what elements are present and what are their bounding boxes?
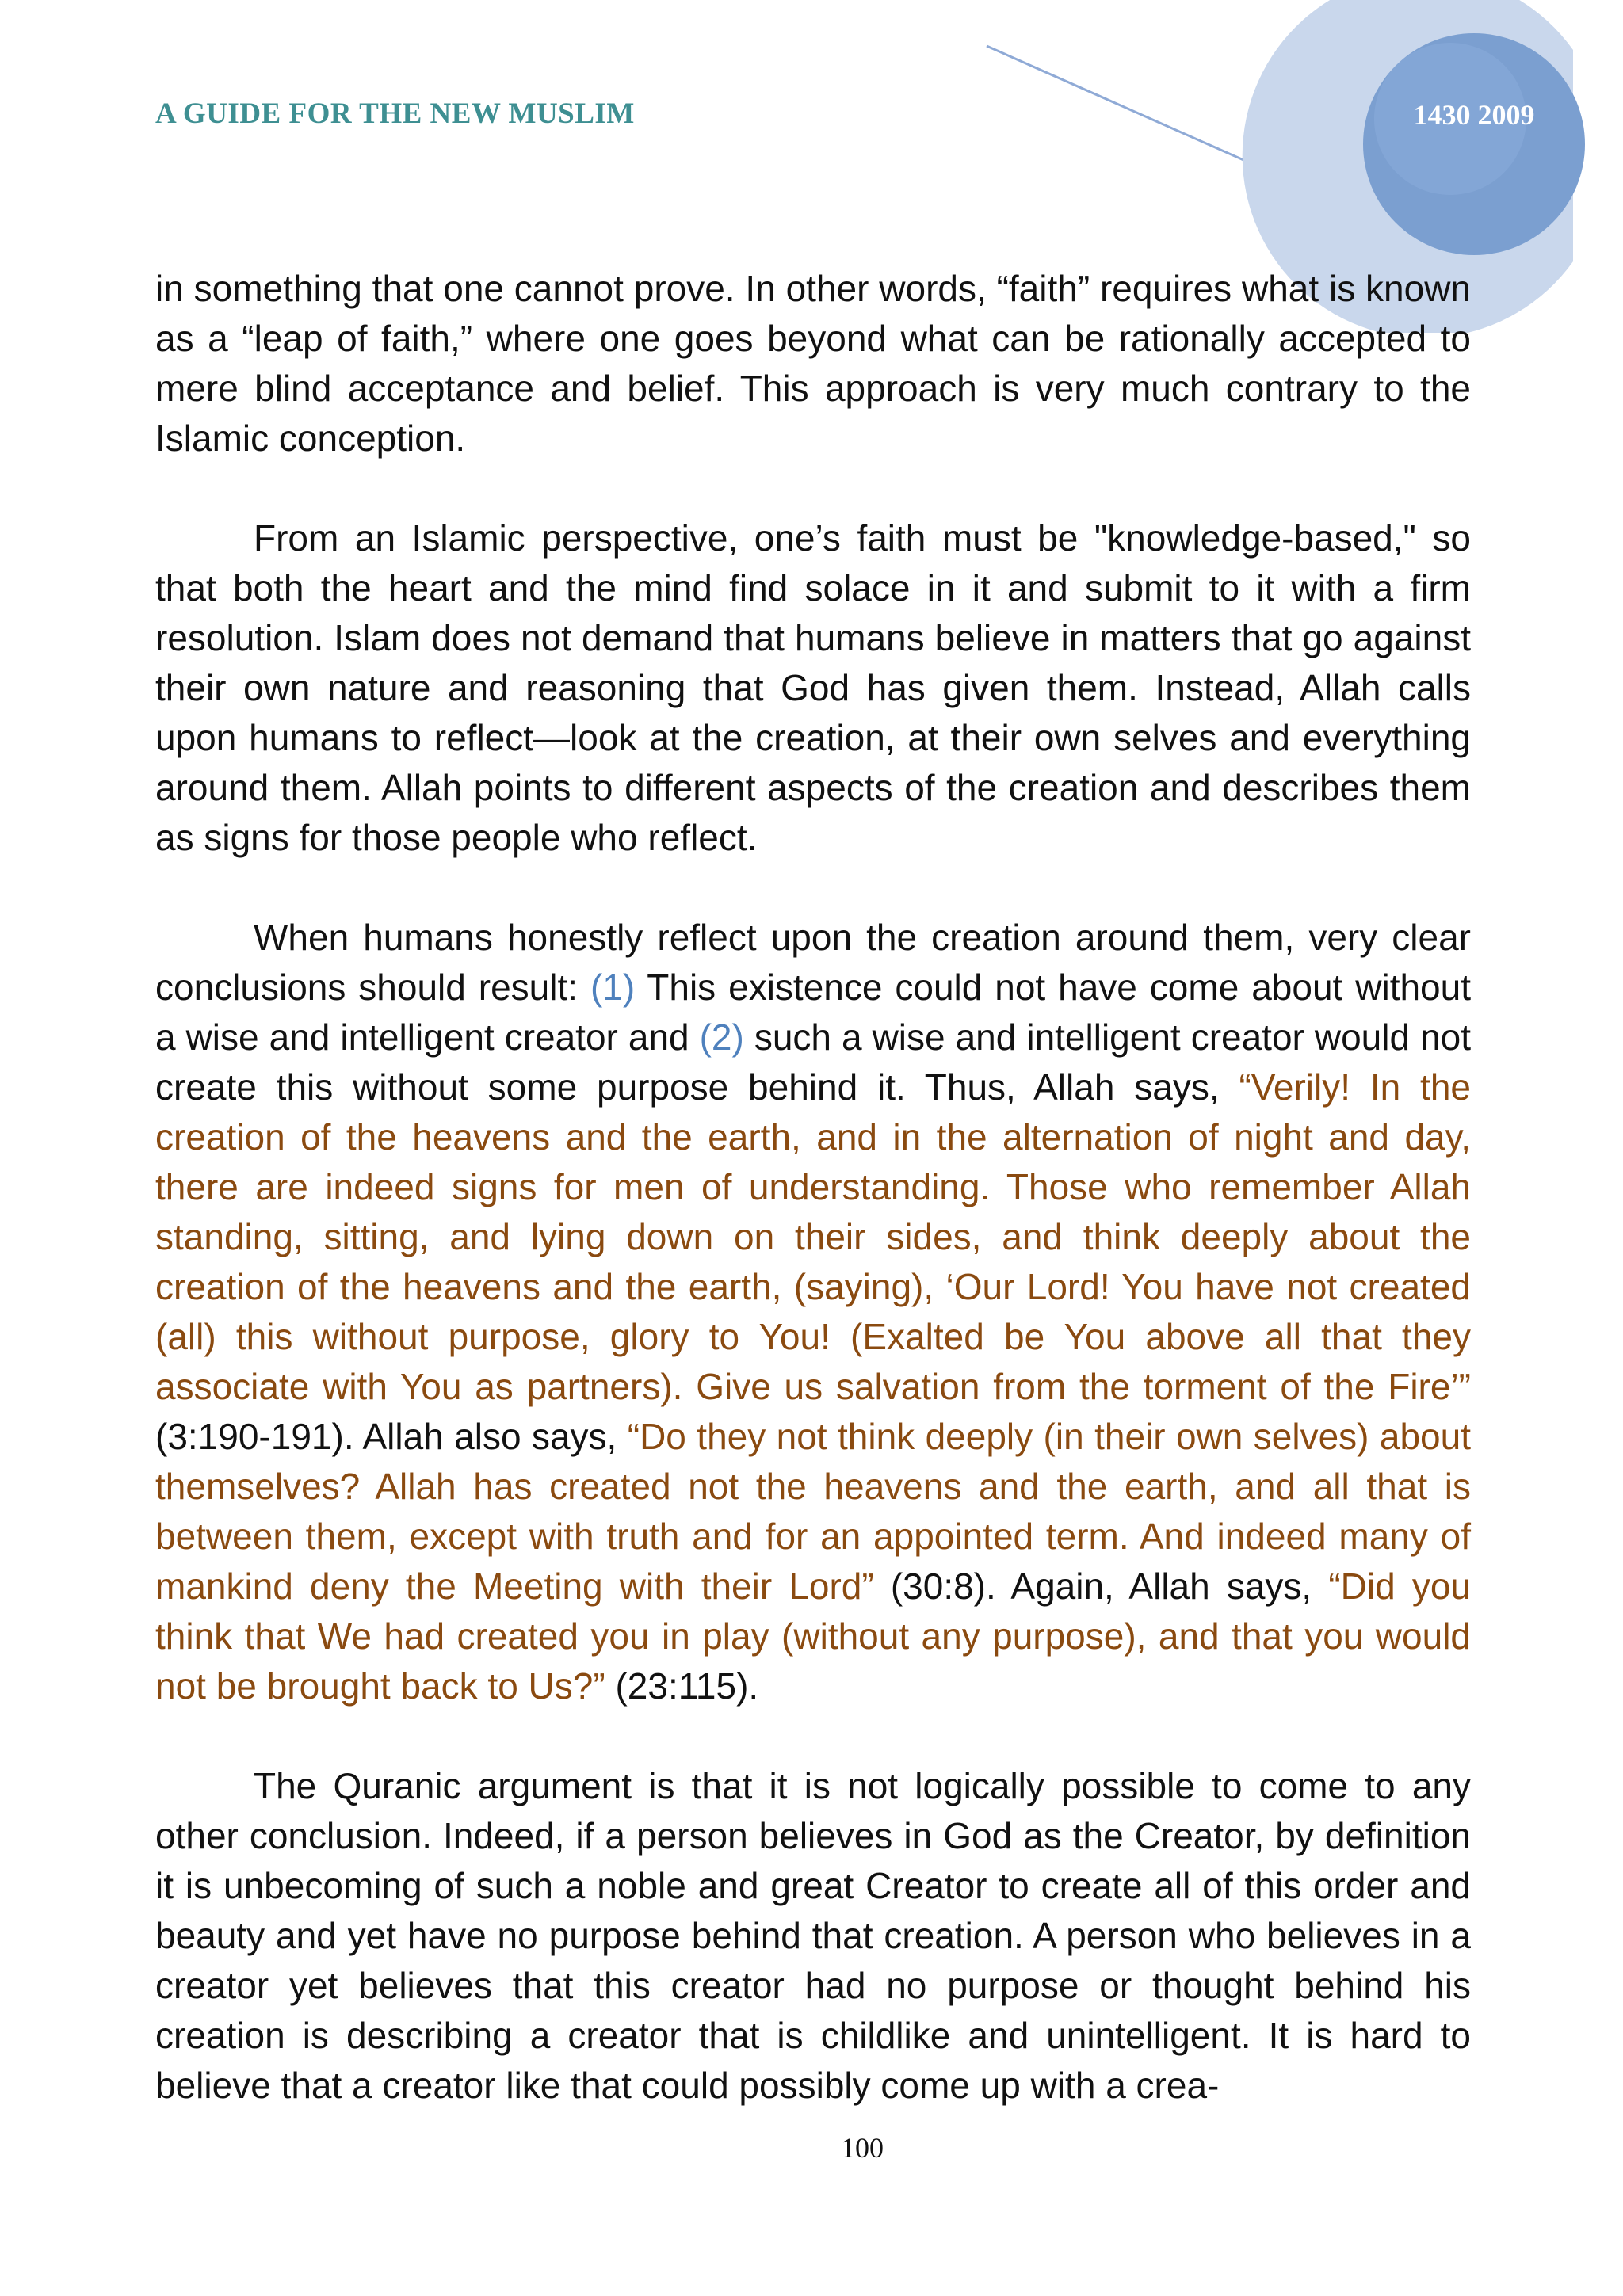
header-year: 1430 2009 — [1413, 99, 1535, 131]
paragraph-3-text: This existence could not have come about without a wise and intelligent creator and — [155, 967, 1472, 1058]
quran-quote-2: “Do they not think deeply (in their own selves) about themselves? Allah has created not the heavens and the earth, and all that is between them, except with truth and for an appointed term. And indeed many of mankind deny the Meeting with their Lord” — [155, 1416, 1472, 1607]
quran-quote-1: “Verily! In the creation of the heavens and the earth, and in the alternation of night and day, there are indeed signs for men of understanding. Those who remember Allah standing, sitting, and lying down on their sides, and think deeply about the creation of the heavens and the earth, (saying), ‘Our Lord! You have not created (all) this without purpose, glory to You! (Exalted be You above all that they associate with You as partners). Give us salvation from the torment of the Fire’” — [155, 1066, 1471, 1407]
paragraph-3-text: such a wise and intelligent creator would not create this without some purpose behind it. Thus, Allah says, — [155, 1016, 1471, 1108]
paragraph-3 — [155, 913, 1471, 1711]
paragraph-2: From an Islamic perspective, one’s faith must be "knowledge-based," so that both the heart and the mind find solace in it and submit to it with a firm resolution. Islam does not demand that humans believe in matters that go against their own nature and reasoning that God has given them. Instead, Allah calls upon humans to reflect—look at the creation, at their own selves and everything around them. Allah points to different aspects of the creation and describes them as signs for those people who reflect. — [155, 517, 1471, 858]
list-number-2: (2) — [699, 1016, 744, 1058]
citation-text: (3:190-191). Allah also says, — [155, 1416, 628, 1457]
header-title: A GUIDE FOR THE NEW MUSLIM — [155, 97, 635, 130]
paragraph-3-text: When humans honestly reflect upon the creation around them, very clear conclusions should result: — [155, 917, 1471, 1008]
list-number-1: (1) — [590, 967, 636, 1008]
paragraph-1: in something that one cannot prove. In other words, “faith” requires what is known as a “leap of faith,” where one goes beyond what can be rationally accepted to mere blind acceptance and belief. This approach is very much contrary to the Islamic conception. — [155, 268, 1471, 459]
page-number: 100 — [841, 2132, 884, 2164]
citation-text: (30:8). Again, Allah says, — [873, 1566, 1329, 1607]
page-body — [155, 264, 1471, 2161]
citation-text: (23:115). — [605, 1665, 759, 1707]
quran-quote-3: “Did you think that We had created you in play (without any purpose), and that you would not be brought back to Us?” — [155, 1566, 1471, 1707]
paragraph-4: The Quranic argument is that it is not logically possible to come to any other conclusion. Indeed, if a person believes in God as the Creator, by definition it is unbecoming of such a noble and great Creator to create all of this order and beauty and yet have no purpose behind that creation. A person who believes in a creator yet believes that this creator had no purpose or thought behind his creation is describing a creator that is childlike and unintelligent. It is hard to believe that a creator like that could possibly come up with a crea- — [155, 1765, 1471, 2106]
